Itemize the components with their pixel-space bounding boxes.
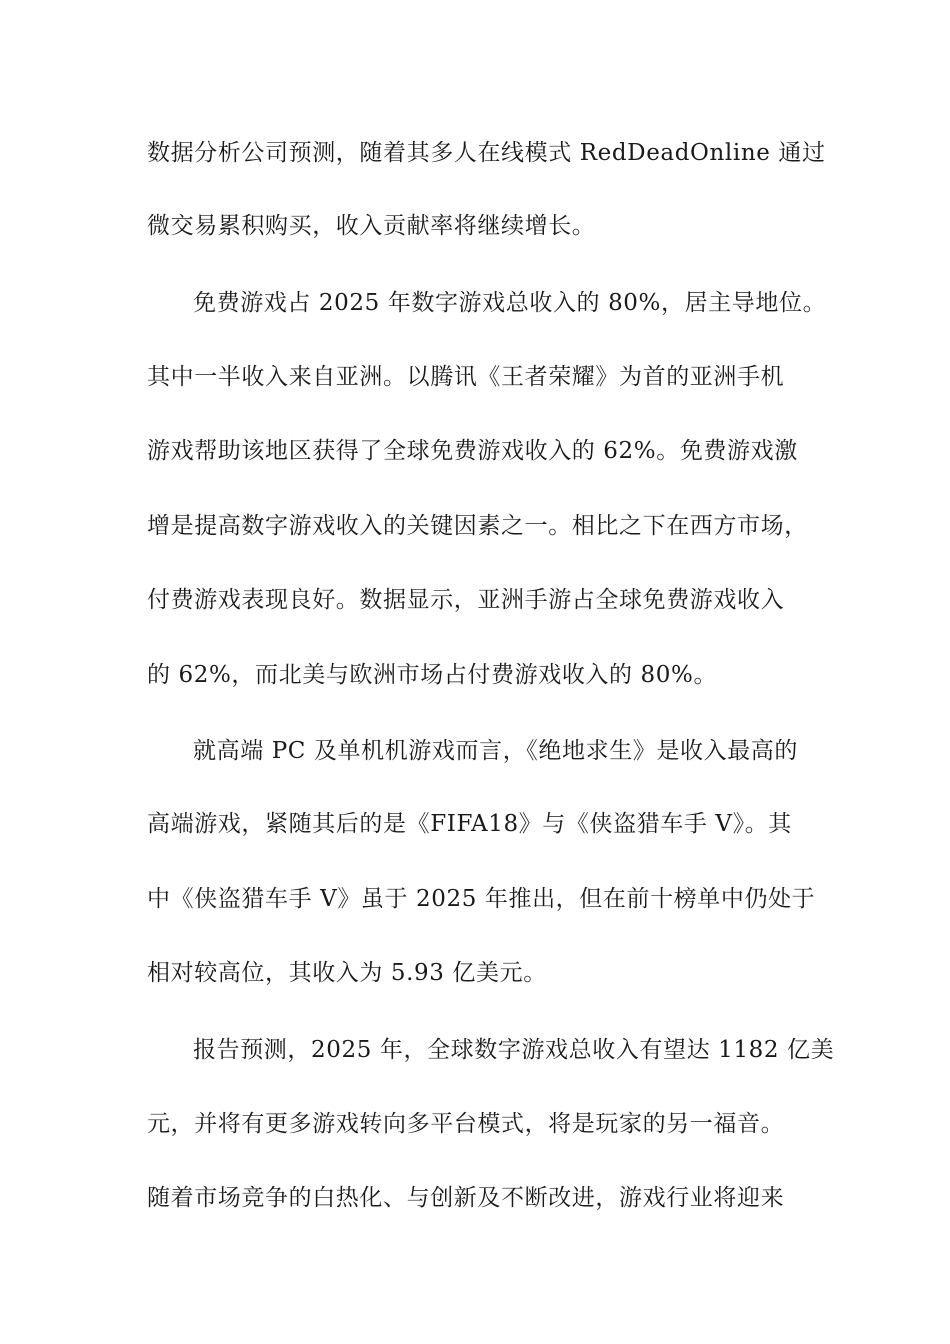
paragraph-1-line-1: 数据分析公司预测，随着其多人在线模式 RedDeadOnline 通过 — [147, 140, 826, 166]
paragraph-4-line-3: 随着市场竞争的白热化、与创新及不断改进，游戏行业将迎来 — [147, 1185, 785, 1211]
paragraph-3-line-4: 相对较高位，其收入为 5.93 亿美元。 — [147, 960, 547, 986]
paragraph-3-line-1: 就高端 PC 及单机机游戏而言，《绝地求生》是收入最高的 — [193, 738, 798, 764]
paragraph-2-line-4: 增是提高数字游戏收入的关键因素之一。相比之下在西方市场， — [147, 513, 808, 539]
paragraph-4-line-1: 报告预测，2025 年，全球数字游戏总收入有望达 1182 亿美 — [193, 1037, 835, 1063]
paragraph-3-line-2: 高端游戏，紧随其后的是《FIFA18》与《侠盗猎车手 V》。其 — [147, 811, 792, 837]
paragraph-2-line-3: 游戏帮助该地区获得了全球免费游戏收入的 62%。免费游戏激 — [147, 438, 798, 464]
paragraph-4-line-2: 元，并将有更多游戏转向多平台模式，将是玩家的另一福音。 — [147, 1111, 785, 1137]
paragraph-3-line-3: 中《侠盗猎车手 V》虽于 2025 年推出，但在前十榜单中仍处于 — [147, 886, 816, 912]
paragraph-2-line-5: 付费游戏表现良好。数据显示，亚洲手游占全球免费游戏收入 — [147, 587, 785, 613]
paragraph-1-line-2: 微交易累积购买，收入贡献率将继续增长。 — [147, 213, 596, 239]
paragraph-2-line-2: 其中一半收入来自亚洲。以腾讯《王者荣耀》为首的亚洲手机 — [147, 364, 785, 390]
paragraph-2-line-6: 的 62%，而北美与欧洲市场占付费游戏收入的 80%。 — [147, 662, 718, 688]
paragraph-2-line-1: 免费游戏占 2025 年数字游戏总收入的 80%，居主导地位。 — [193, 290, 827, 316]
